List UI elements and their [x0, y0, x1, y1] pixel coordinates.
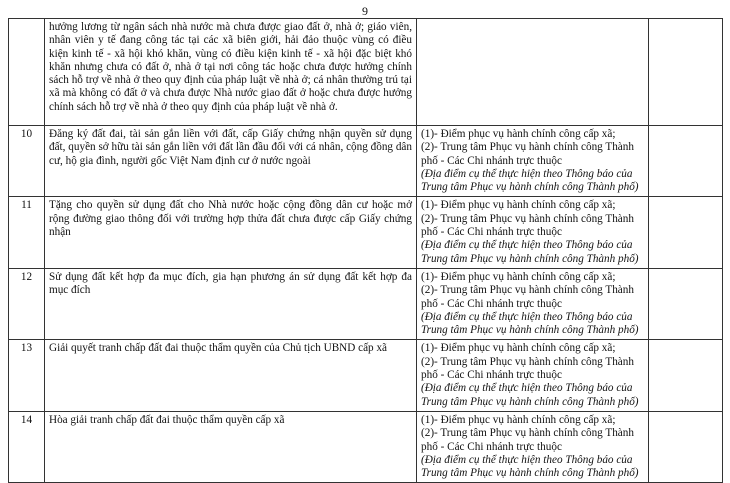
- location-note: (Địa điểm cụ thể thực hiện theo Thông báo của Trung tâm Phục vụ hành chính công Thành phố): [421, 310, 639, 337]
- extra-cell: [649, 19, 723, 126]
- location-cell: [417, 197, 649, 268]
- procedure-cell: Tặng cho quyền sử dụng đất cho Nhà nước hoặc cộng đồng dân cư hoặc mở rộng đường giao thông đối với trường hợp thửa đất chưa được cấp Giấy chứng nhận: [45, 197, 417, 268]
- location-note: (Địa điểm cụ thể thực hiện theo Thông báo của Trung tâm Phục vụ hành chính công Thành phố): [421, 382, 639, 408]
- location-cell: [417, 19, 649, 126]
- location-city-center: (2)- Trung tâm Phục vụ hành chính công Thành phố - Các Chi nhánh trực thuộc: [421, 427, 634, 453]
- extra-cell: [649, 268, 723, 339]
- table-row-continued: [9, 19, 723, 126]
- location-cell: [417, 268, 649, 339]
- location-commune: (1)- Điểm phục vụ hành chính công cấp xã;: [421, 270, 616, 283]
- extra-cell: [649, 126, 723, 197]
- table-row: [9, 197, 723, 268]
- row-number: 13: [9, 340, 45, 411]
- location-commune: (1)- Điểm phục vụ hành chính công cấp xã;: [421, 342, 616, 355]
- row-number: 11: [9, 197, 45, 268]
- extra-cell: [649, 340, 723, 411]
- procedure-cell: Giải quyết tranh chấp đất đai thuộc thẩm quyền của Chủ tịch UBND cấp xã: [45, 340, 417, 411]
- table-row: [9, 411, 723, 482]
- extra-cell: [649, 411, 723, 482]
- table-row: [9, 268, 723, 339]
- procedure-cell: Hòa giải tranh chấp đất đai thuộc thẩm quyền cấp xã: [45, 411, 417, 482]
- location-cell: [417, 126, 649, 197]
- location-note: (Địa điểm cụ thể thực hiện theo Thông báo của Trung tâm Phục vụ hành chính công Thành phố): [421, 167, 639, 194]
- row-number-cell: [9, 19, 45, 126]
- procedure-cell: hưởng lương từ ngân sách nhà nước mà chưa được giao đất ở, nhà ở; giáo viên, nhân viên y tế đang công tác tại các xã biên giới, hải đảo thuộc vùng có điều kiện kinh tế - xã hội khó khăn, vùng có điều kiện kinh tế - xã hội đặc biệt khó khăn nhưng chưa có đất ở, nhà ở tại nơi công tác hoặc chưa được hưởng chính sách hỗ trợ về nhà ở theo quy định của pháp luật về nhà ở; cá nhân thường trú tại xã mà không có đất ở và chưa được Nhà nước giao đất ở hoặc chưa được hưởng chính sách hỗ trợ về nhà ở theo quy định của pháp luật về nhà ở.: [45, 19, 417, 126]
- location-city-center: (2)- Trung tâm Phục vụ hành chính công Thành phố - Các Chi nhánh trực thuộc: [421, 212, 634, 239]
- table-row: [9, 340, 723, 411]
- location-commune: (1)- Điểm phục vụ hành chính công cấp xã;: [421, 413, 616, 426]
- extra-cell: [649, 197, 723, 268]
- location-cell: [417, 340, 649, 411]
- row-number: 14: [9, 411, 45, 482]
- location-city-center: (2)- Trung tâm Phục vụ hành chính công Thành phố - Các Chi nhánh trực thuộc: [421, 284, 634, 310]
- location-cell: [417, 411, 649, 482]
- row-number: 12: [9, 268, 45, 339]
- location-commune: (1)- Điểm phục vụ hành chính công cấp xã;: [421, 199, 616, 212]
- location-commune: (1)- Điểm phục vụ hành chính công cấp xã;: [421, 128, 616, 140]
- location-city-center: (2)- Trung tâm Phục vụ hành chính công Thành phố - Các Chi nhánh trực thuộc: [421, 355, 634, 382]
- page-number: 9: [362, 4, 368, 18]
- procedure-cell: Sử dụng đất kết hợp đa mục đích, gia hạn phương án sử dụng đất kết hợp đa mục đích: [45, 268, 417, 339]
- location-note: (Địa điểm cụ thể thực hiện theo Thông báo của Trung tâm Phục vụ hành chính công Thành phố): [421, 239, 639, 265]
- procedures-table: [8, 18, 723, 483]
- location-city-center: (2)- Trung tâm Phục vụ hành chính công Thành phố - Các Chi nhánh trực thuộc: [421, 141, 634, 167]
- table-row: [9, 126, 723, 197]
- location-note: (Địa điểm cụ thể thực hiện theo Thông báo của Trung tâm Phục vụ hành chính công Thành phố): [421, 453, 639, 480]
- procedure-cell: Đăng ký đất đai, tài sản gắn liền với đất, cấp Giấy chứng nhận quyền sử dụng đất, quyền sở hữu tài sản gắn liền với đất lần đầu đối với cá nhân, cộng đồng dân cư, hộ gia đình, người gốc Việt Nam định cư ở nước ngoài: [45, 126, 417, 197]
- row-number: 10: [9, 126, 45, 197]
